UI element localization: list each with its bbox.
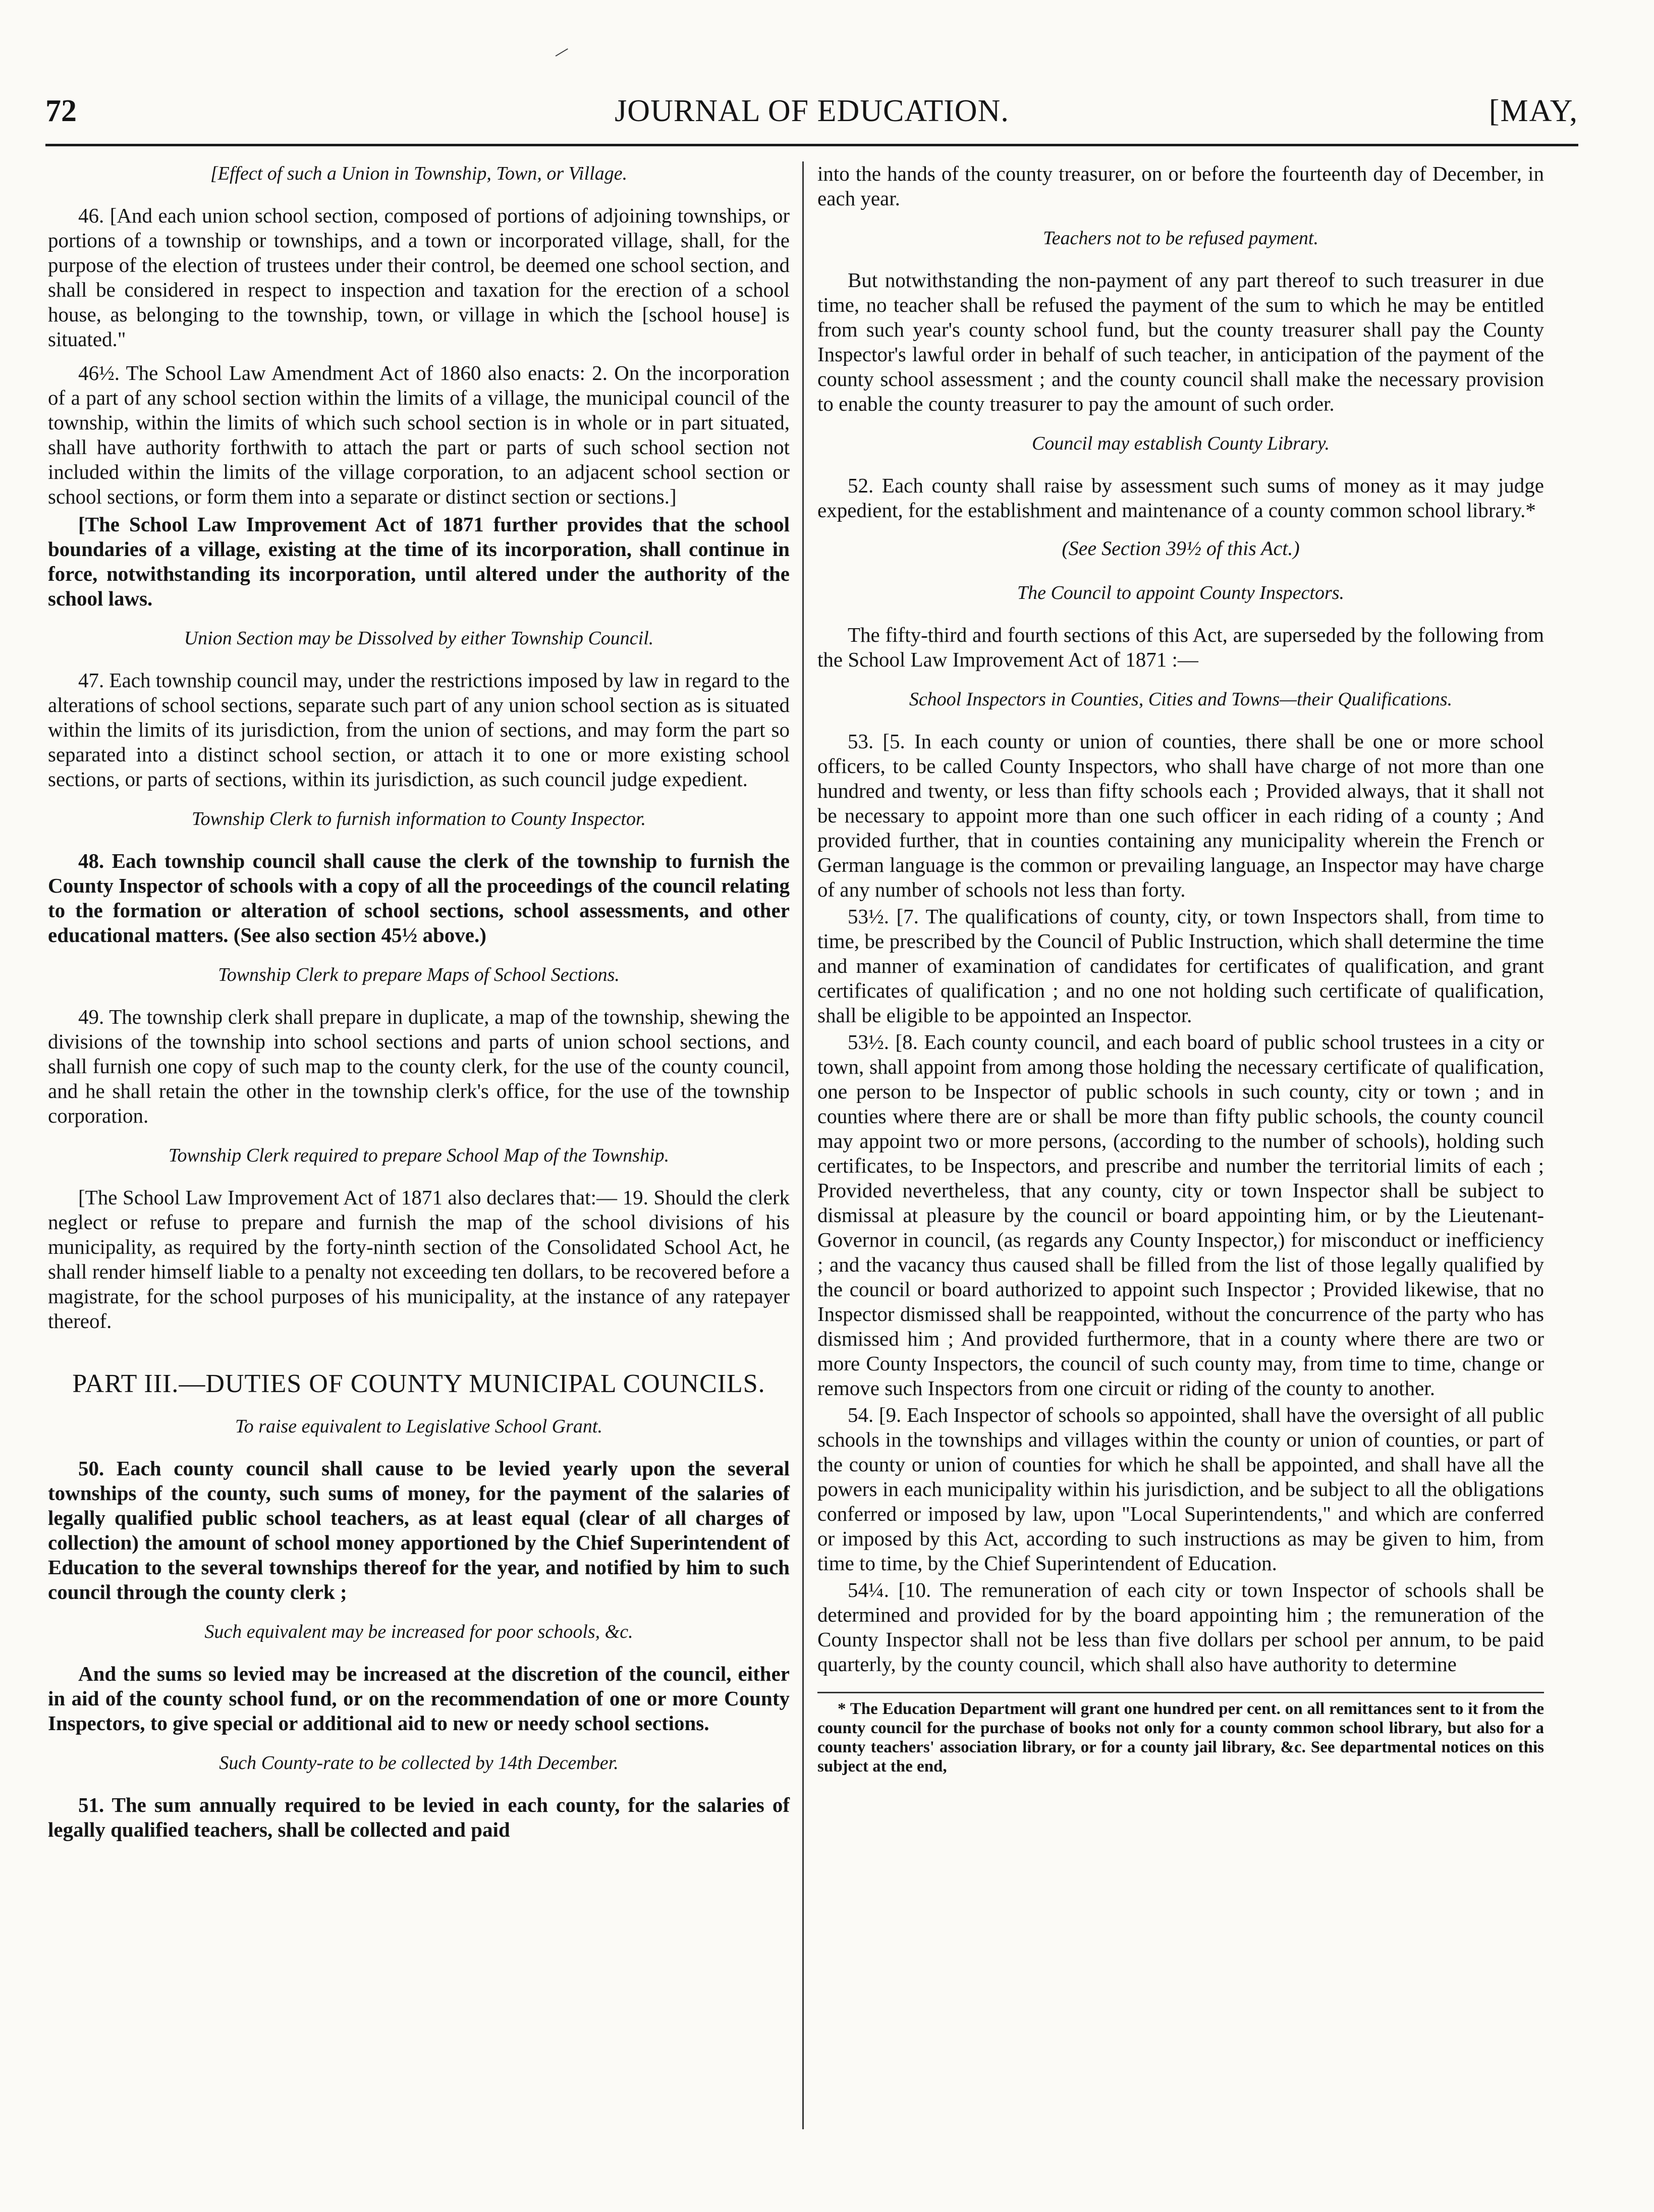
section-52-superseded: The fifty-third and fourth sections of this Act, are superseded by the following from the School Law Improvement Act of 1871 :— <box>817 623 1544 671</box>
section-53-half-a: 53½. [7. The qualifications of county, city, or town Inspectors shall, from time to time, be prescribed by the Council of Public Instruction, which shall determine the time and manner of examination of candidates for certificates of qualification, and grant certificates of qualification ; and no one not holding such certificate of qualification, shall be eligible to be appointed an Inspector. <box>817 905 1544 1027</box>
section-53: 53. [5. In each county or union of counties, there shall be one or more school officers, to be called County Inspectors, who shall have charge of not more than one hundred and twenty, or less than fifty schools each ; Provided always, that it shall not be necessary to appoint more than one such officer in each riding of a county ; And provided further, that in counties containing any municipality wherein the French or German language is the common or prevailing language, an Inspector may have charge of any number of schools not less than forty. <box>817 730 1544 901</box>
section-48: 48. Each township council shall cause the clerk of the township to furnish the County Inspector of schools with a copy of all the proceedings of the council relating to the formation or alteration of school sections, school assessments, and other educational matters. (See also section 45½ above.) <box>48 849 790 947</box>
section-46-improvement: [The School Law Improvement Act of 1871 further provides that the school boundaries of a village, existing at the time of its incorporation, shall continue in force, notwithstanding its incorporation, until altered under the authority of the school laws. <box>48 513 790 610</box>
section-51-payment: But notwithstanding the non-payment of any part thereof to such treasurer in due time, no teacher shall be refused the payment of the sum to which he may be entitled from such year's county school fund, but the county treasurer shall pay the County Inspector's lawful order in behalf of such teacher, in anticipation of the payment of the county school assessment ; and the county council shall make the necessary provision to enable the county treasurer to pay the amount of such order. <box>817 268 1544 415</box>
side-heading: Township Clerk to furnish information to County Inspector. <box>191 808 646 830</box>
side-heading: [Effect of such a Union in Township, Town, or Village. <box>210 163 628 184</box>
section-53-half-b: 53½. [8. Each county council, and each board of public school trustees in a city or town, shall appoint from among those holding the necessary certificate of qualification, one person to be Inspector of public schools in such county, city or town ; and in counties where there are or shall be more than fifty public schools, the county council may appoint two or more persons, (according to the number of schools), holding such certificates, to be Inspectors, and prescribe and number the territorial limits of each ; Provided nevertheless, that any county, city or town Inspector shall be subject to dismissal at pleasure by the council or board appointing him, or by the Lieutenant-Governor in council, (as regards any County Inspector,) for misconduct or inefficiency ; and the vacancy thus caused shall be filled from the list of those legally qualified by the council or board authorized to appoint such Inspector ; Provided likewise, that no Inspector dismissed shall be reappointed, without the concurrence of the party who has dismissed him ; And provided furthermore, that in a county where there are two or more County Inspectors, the council of such county may, from time to time, change or remove such Inspectors from one circuit or riding of the county to another. <box>817 1030 1544 1400</box>
section-54-quarter: 54¼. [10. The remuneration of each city or town Inspector of schools shall be determined and provided for by the board appointing him ; the remuneration of the County Inspector shall not be less than five dollars per school per annum, to be paid quarterly, by the county council, which shall also have authority to determine <box>817 1578 1544 1676</box>
section-49-improvement: [The School Law Improvement Act of 1871 also declares that:— 19. Should the clerk neglect or refuse to prepare and furnish the map of the school divisions of his municipality, as required by the forty-ninth section of the Consolidated School Act, he shall render himself liable to a penalty not exceeding ten dollars, to be recovered before a magistrate, for the school purposes of his municipality, at the instance of any ratepayer thereof. <box>48 1186 790 1333</box>
side-heading: School Inspectors in Counties, Cities and Towns—their Qualifications. <box>909 689 1453 710</box>
side-heading: The Council to appoint County Inspectors. <box>1017 582 1345 603</box>
footnote: * The Education Department will grant one hundred per cent. on all remittances sent to it from the county council for the purchase of books not only for a county common school library, but also for a county teachers' association library, or for a county jail library, &c. See departmental notices on this subject at the end, <box>817 1700 1544 1776</box>
section-54: 54. [9. Each Inspector of schools so appointed, shall have the oversight of all public schools in the townships and villages within the county or union of counties, or part of the county or union of counties for which he shall be appointed, and shall have all the powers in each municipality within his jurisdiction, and be subject to all the obligations conferred or imposed by law, upon "Local Superintendents," and which are conferred or imposed by this Act, according to such instructions as may be given to him, from time to time, by the Chief Superintendent of Education. <box>817 1403 1544 1575</box>
part-title: PART III.—DUTIES OF COUNTY MUNICIPAL COUNCILS. <box>72 1369 765 1398</box>
section-52: 52. Each county shall raise by assessment such sums of money as it may judge expedient, for the establishment and maintenance of a county common school library.* <box>817 474 1544 522</box>
column-divider <box>802 161 804 2129</box>
side-heading: To raise equivalent to Legislative School Grant. <box>235 1416 602 1437</box>
section-50-increase: And the sums so levied may be increased at the discretion of the council, either in aid of the county school fund, or on the recommendation of one or more County Inspectors, to give special or additional aid to new or needy school sections. <box>48 1662 790 1735</box>
side-heading: Township Clerk to prepare Maps of School Sections. <box>218 964 620 985</box>
footnote-rule <box>817 1692 1544 1693</box>
stray-mark: / <box>552 41 572 63</box>
section-47: 47. Each township council may, under the restrictions imposed by law in regard to the alterations of school sections, separate such part of any union school section as is situated within the limits of its jurisdiction, from the union of sections, and may form the part so separated into a distinct school section, or attach it to one or more existing school sections, or parts of sections, within its jurisdiction, as such council judge expedient. <box>48 669 790 791</box>
page-header <box>45 88 1578 146</box>
side-heading: Union Section may be Dissolved by either Township Council. <box>184 628 654 649</box>
section-50: 50. Each county council shall cause to be levied yearly upon the several townships of the county, such sums of money, for the payment of the salaries of legally qualified public school teachers, as at least equal (clear of all charges of collection) the amount of school money apportioned by the Chief Superintendent of Education to the several townships thereof for the year, and notified by him to such council through the county clerk ; <box>48 1457 790 1603</box>
page-number: 72 <box>45 94 77 128</box>
side-heading: Council may establish County Library. <box>1031 433 1330 454</box>
side-heading: Teachers not to be refused payment. <box>1043 228 1318 249</box>
section-46-half: 46½. The School Law Amendment Act of 1860 also enacts: 2. On the incorporation of a part of any school section within the limits of a village, the municipal council of the township, within the limits of which such school section is in whole or in part situated, shall have authority forthwith to attach the part or parts of such school section not included within the limits of the village corporation, to an adjacent school section or school sections, or form them into a separate or distinct section or sections.] <box>48 361 790 508</box>
cross-reference-note: (See Section 39½ of this Act.) <box>1062 537 1300 560</box>
running-month: [MAY, <box>1488 94 1578 128</box>
section-49: 49. The township clerk shall prepare in duplicate, a map of the township, shewing the divisions of the township into school sections and parts of union school sections, and shall furnish one copy of such map to the county clerk, for the use of the county council, and he shall retain the other in the township clerk's office, for the use of the township corporation. <box>48 1005 790 1127</box>
section-51-continued: into the hands of the county treasurer, on or before the fourteenth day of December, in each year. <box>817 162 1544 210</box>
side-heading: Such County-rate to be collected by 14th December. <box>219 1752 619 1774</box>
section-51: 51. The sum annually required to be levied in each county, for the salaries of legally qualified teachers, shall be collected and paid <box>48 1793 790 1841</box>
side-heading: Township Clerk required to prepare School Map of the Township. <box>168 1145 670 1166</box>
journal-title: JOURNAL OF EDUCATION. <box>615 94 1009 128</box>
section-46: 46. [And each union school section, composed of portions of adjoining townships, or portions of a township or townships, and a town or incorporated village, shall, for the purpose of the election of trustees under their control, be deemed one school section, and shall be considered in respect to inspection and taxation for the erection of a school house, as belonging to the township, town, or village in which the [school house] is situated." <box>48 204 790 351</box>
right-column <box>817 161 1544 1776</box>
side-heading: Such equivalent may be increased for poor schools, &c. <box>204 1621 633 1642</box>
left-column <box>48 161 790 1851</box>
